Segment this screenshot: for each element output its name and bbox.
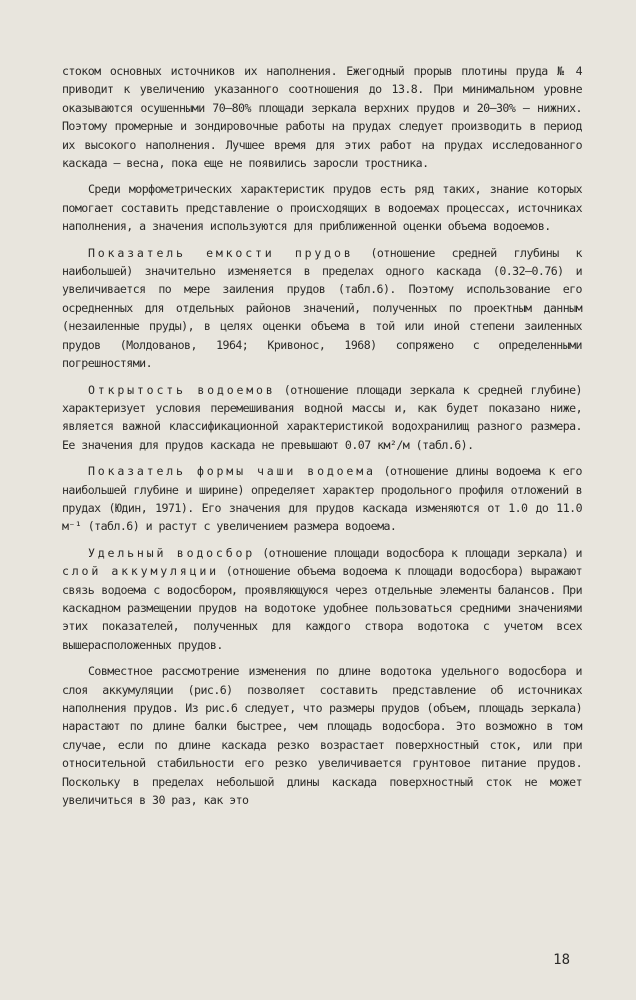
term-accumulation-layer: слой аккумуляции — [62, 564, 219, 579]
paragraph-3-text: (отношение средней глубины к наибольшей) значительно изменяется в пределах одного каскада (0.32–0.76) и увеличивается по мере заиления прудов (табл.6). Поэтому использование его осредненных для отдельных районов значений, полученных по проектным данным (незаиленные пруды), в целях оценки объема в той или иной степени заиленных прудов (Молдованов, 1964; Кривонос, 1968) сопряжено с определенными погрешностями. — [62, 245, 582, 371]
paragraph-6 — [62, 544, 582, 654]
term-openness: Открытость водоемов — [88, 382, 276, 397]
paragraph-3 — [62, 244, 582, 373]
paragraph-7 — [62, 662, 582, 809]
paragraph-2-text: Среди морфометрических характеристик прудов есть ряд таких, знание которых помогает составить представление о происходящих в водоемах процессах, источниках наполнения, а значения используются для приближенной оценки объема водоемов. — [62, 182, 582, 234]
paragraph-1 — [62, 62, 582, 172]
paragraph-5 — [62, 462, 582, 536]
term-bowl-shape-index: Показатель формы чаши водоема — [88, 464, 376, 479]
paragraph-1-text: стоком основных источников их наполнения. Ежегодный прорыв плотины пруда № 4 приводит к увеличению указанного соотношения до 13.8. При минимальном уровне оказываются осушенными 70–80% площади зеркала верхних прудов и 20–30% – нижних. Поэтому промерные и зондировочные работы на прудах следует производить в период их высокого наполнения. Лучшее время для этих работ на прудах исследованного каскада – весна, пока еще не появились заросли тростника. — [62, 64, 582, 171]
paragraph-6-text-a: (отношение площади водосбора к площади зеркала) и — [255, 545, 582, 560]
term-capacity-index: Показатель емкости прудов — [88, 245, 354, 260]
paragraph-4 — [62, 381, 582, 455]
paragraph-7-text: Совместное рассмотрение изменения по длине водотока удельного водосбора и слоя аккумуляции (рис.6) позволяет составить представление об источниках наполнения прудов. Из рис.6 следует, что размеры прудов (объем, площадь зеркала) нарастают по длине балки быстрее, чем площадь водосбора. Это возможно в том случае, если по длине каскада резко возрастает поверхностный сток, или при относительной стабильности его резко увеличивается грунтовое питание прудов. Поскольку в пределах небольшой длины каскада поверхностный сток не может увеличиться в 30 раз, как это — [62, 664, 582, 808]
paragraph-4-text: (отношение площади зеркала к средней глубине) характеризует условия перемешивания водной массы и, как будет показано ниже, является важной классификационной характеристикой водохранилищ разного размера. Ее значения для прудов каскада не превышают 0.07 км²/м (табл.6). — [62, 382, 582, 452]
page-number: 18 — [553, 952, 570, 968]
paragraph-6-text-b: (отношение объема водоема к площади водосбора) выражают связь водоема с водосбором, проявляющуюся через отдельные элементы балансов. При каскадном размещении прудов на водотоке удобнее пользоваться средними значениями этих показателей, полученных для каждого створа водотока с учетом всех вышерасположенных прудов. — [62, 564, 582, 652]
paragraph-5-text: (отношение длины водоема к его наибольшей глубине и ширине) определяет характер продольного профиля отложений в прудах (Юдин, 1971). Его значения для прудов каскада изменяются от 1.0 до 11.0 м⁻¹ (табл.6) и растут с увеличением размера водоема. — [62, 464, 582, 534]
paragraph-2 — [62, 180, 582, 235]
term-specific-catchment: Удельный водосбор — [88, 545, 256, 560]
